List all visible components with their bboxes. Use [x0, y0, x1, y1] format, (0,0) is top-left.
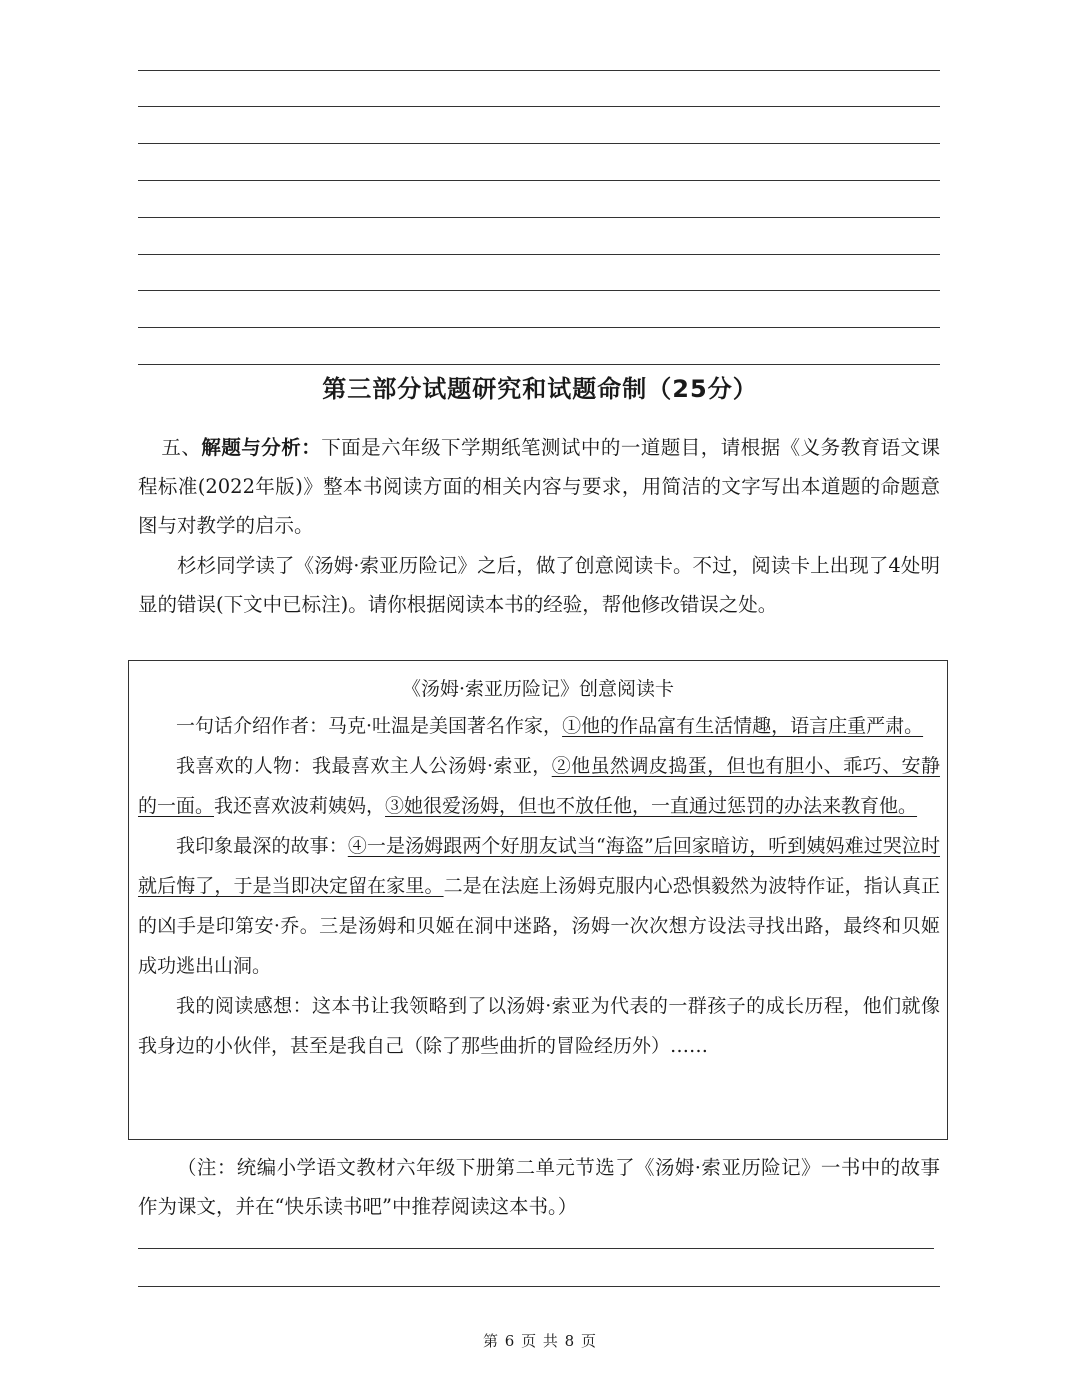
answer-line[interactable]	[138, 364, 940, 365]
answer-line[interactable]	[138, 180, 940, 181]
section-heading: 第三部分试题研究和试题命制（25分）	[322, 375, 758, 403]
answer-line[interactable]	[138, 143, 940, 144]
card-title: 《汤姆·索亚历险记》创意阅读卡	[401, 678, 675, 700]
answer-line[interactable]	[138, 1248, 934, 1249]
question-prompt	[138, 428, 940, 545]
feeling-label: 我的阅读感想：	[176, 995, 313, 1017]
question-scenario: 杉杉同学读了《汤姆·索亚历险记》之后，做了创意阅读卡。不过，阅读卡上出现了4处明显的错误(下文中已标注)。请你根据阅读本书的经验，帮他修改错误之处。	[138, 554, 940, 616]
page-footer: 第 6 页 共 8 页	[483, 1332, 597, 1350]
card-body	[138, 706, 940, 1066]
error-3: ③她很爱汤姆，但也不放任他，一直通过惩罚的办法来教育他。	[385, 795, 918, 817]
answer-line[interactable]	[138, 1286, 940, 1287]
error-2: ②他虽然调皮捣蛋，但也有胆小、乖巧、安静的一面。	[138, 755, 940, 817]
character-text-2: 我还喜欢波莉姨妈，	[214, 795, 386, 817]
answer-line[interactable]	[138, 106, 940, 107]
feeling-text: 这本书让我领略到了以汤姆·索亚为代表的一群孩子的成长历程，他们就像我身边的小伙伴，甚至是我自己（除了那些曲折的冒险经历外）……	[138, 995, 940, 1057]
card-author	[138, 706, 940, 746]
answer-line[interactable]	[138, 290, 940, 291]
question-label: 解题与分析：	[201, 436, 322, 459]
question-text: 下面是六年级下学期纸笔测试中的一道题目，请根据《义务教育语文课程标准(2022年版)》整本书阅读方面的相关内容与要求，用简洁的文字写出本道题的命题意图与对教学的启示。	[138, 436, 940, 537]
answer-line[interactable]	[138, 217, 940, 218]
character-text: 我最喜欢主人公汤姆·索亚，	[312, 755, 552, 777]
author-text: 马克·吐温是美国著名作家，	[328, 715, 563, 737]
note: （注：统编小学语文教材六年级下册第二单元节选了《汤姆·索亚历险记》一书中的故事作为课文，并在“快乐读书吧”中推荐阅读这本书。）	[138, 1156, 940, 1218]
question-number: 五、	[161, 436, 202, 459]
answer-line[interactable]	[138, 70, 940, 71]
error-1: ①他的作品富有生活情趣，语言庄重严肃。	[562, 715, 924, 737]
author-label: 一句话介绍作者：	[176, 715, 329, 737]
card-character	[138, 746, 940, 826]
answer-line[interactable]	[138, 254, 940, 255]
card-feeling	[138, 986, 940, 1066]
answer-line[interactable]	[138, 327, 940, 328]
story-label: 我印象最深的故事：	[176, 835, 348, 857]
story-text: 二是在法庭上汤姆克服内心恐惧毅然为波特作证，指认真正的凶手是印第安·乔。三是汤姆和贝姬在洞中迷路，汤姆一次次想方设法寻找出路，最终和贝姬成功逃出山洞。	[138, 875, 940, 977]
error-4: ④一是汤姆跟两个好朋友试当“海盗”后回家暗访，听到姨妈难过哭泣时就后悔了，于是当即决定留在家里。	[138, 835, 940, 897]
card-story	[138, 826, 940, 986]
character-label: 我喜欢的人物：	[176, 755, 313, 777]
